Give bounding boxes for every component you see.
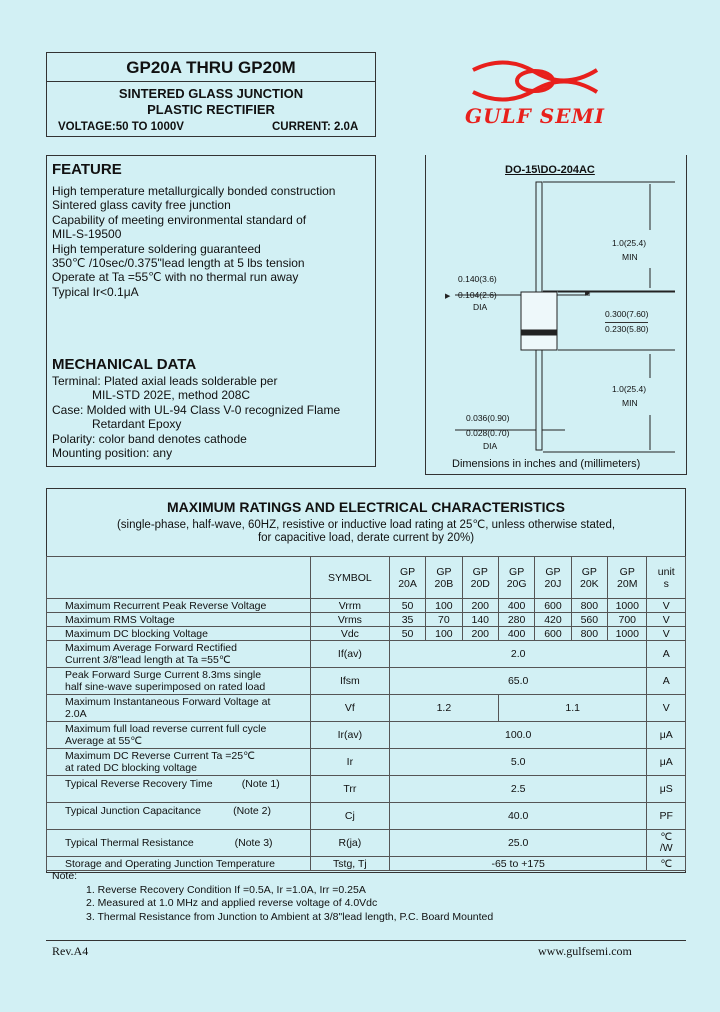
symbol-cell: Ir(av) — [310, 722, 389, 749]
mechanical-line: Retardant Epoxy — [92, 417, 182, 432]
value-cell: 1.2 — [389, 695, 498, 722]
note-line: 3. Thermal Resistance from Junction to Ambient at 3/8"lead length, P.C. Board Mounted — [86, 910, 494, 923]
value-cell: 65.0 — [389, 668, 647, 695]
logo-text: GULF SEMI — [465, 104, 605, 128]
table-row — [47, 627, 686, 641]
value-cell: 5.0 — [389, 749, 647, 776]
website-link[interactable]: www.gulfsemi.com — [538, 944, 632, 958]
mechanical-list — [52, 374, 340, 460]
value-cell: 25.0 — [389, 830, 647, 857]
feature-line: Sintered glass cavity free junction — [52, 198, 231, 213]
footer-divider — [46, 940, 686, 941]
unit-cell: PF — [647, 803, 686, 830]
body-dia-max: 0.140(3.6) — [458, 274, 497, 284]
param-cell: Typical Reverse Recovery Time (Note 1) — [47, 776, 311, 803]
part-header: GP 20D — [462, 557, 498, 599]
value-cell: 100 — [426, 599, 462, 613]
param-cell: Peak Forward Surge Current 8.3ms single half sine-wave superimposed on rated load — [47, 668, 311, 695]
subtitle-line2: PLASTIC RECTIFIER — [147, 102, 275, 117]
part-header: GP 20B — [426, 557, 462, 599]
feature-line: High temperature metallurgically bonded construction — [52, 184, 336, 198]
value-cell: 280 — [498, 613, 534, 627]
symbol-cell: R(ja) — [310, 830, 389, 857]
unit-cell: ℃ — [647, 857, 686, 871]
value-cell: 600 — [535, 627, 571, 641]
ratings-table — [46, 556, 686, 871]
unit-cell: μS — [647, 776, 686, 803]
feature-line: MIL-S-19500 — [52, 227, 122, 242]
mechanical-line: MIL-STD 202E, method 208C — [92, 388, 251, 403]
table-row — [47, 857, 686, 871]
voltage-range: VOLTAGE:50 TO 1000V — [58, 121, 184, 133]
feature-line: High temperature soldering guaranteed — [52, 241, 261, 256]
feature-line: Operate at Ta =55℃ with no thermal run away — [52, 270, 299, 285]
value-cell: 420 — [535, 613, 571, 627]
dimensions-caption: Dimensions in inches and (millimeters) — [452, 458, 641, 470]
symbol-cell: Vdc — [310, 627, 389, 641]
param-cell: Maximum full load reverse current full cycle Average at 55℃ — [47, 722, 311, 749]
unit-cell: μA — [647, 722, 686, 749]
symbol-cell: Trr — [310, 776, 389, 803]
note-line: 2. Measured at 1.0 MHz and applied reverse voltage of 4.0Vdc — [86, 897, 378, 909]
unit-cell: V — [647, 627, 686, 641]
param-cell: Maximum Average Forward Rectified Current 3/8"lead length at Ta =55℃ — [47, 641, 311, 668]
symbol-cell: Tstg, Tj — [310, 857, 389, 871]
table-row — [47, 668, 686, 695]
value-cell: 140 — [462, 613, 498, 627]
part-header: GP 20J — [535, 557, 571, 599]
part-header: GP 20G — [498, 557, 534, 599]
param-cell: Typical Junction Capacitance (Note 2) — [47, 803, 311, 830]
symbol-cell: Ifsm — [310, 668, 389, 695]
table-row — [47, 641, 686, 668]
mechanical-line: Case: Molded with UL-94 Class V-0 recognized Flame — [52, 402, 341, 417]
symbol-cell: Vf — [310, 695, 389, 722]
feature-list — [52, 184, 335, 299]
svg-text:▶: ▶ — [445, 293, 451, 300]
ratings-subtitle1: (single-phase, half-wave, 60HZ, resistive or inductive load rating at 25℃, unless otherwise stated, — [116, 519, 616, 531]
value-cell: 1.1 — [498, 695, 647, 722]
value-cell: 35 — [389, 613, 425, 627]
body-len-max: 0.300(7.60) — [605, 309, 649, 319]
unit-cell: μA — [647, 749, 686, 776]
symbol-cell: Vrrm — [310, 599, 389, 613]
param-cell: Maximum DC Reverse Current Ta =25℃ at rated DC blocking voltage — [47, 749, 311, 776]
lead-length-bottom: 1.0(25.4) — [612, 384, 647, 394]
param-cell: Maximum DC blocking Voltage — [47, 627, 311, 641]
value-cell: 70 — [426, 613, 462, 627]
symbol-header: SYMBOL — [310, 557, 389, 599]
symbol-cell: If(av) — [310, 641, 389, 668]
lead-length-top: 1.0(25.4) — [612, 238, 647, 248]
table-row — [47, 830, 686, 857]
ratings-subtitle2: for capacitive load, derate current by 20%) — [257, 532, 475, 544]
value-cell: 100 — [426, 627, 462, 641]
title-divider — [46, 81, 376, 82]
param-cell: Maximum RMS Voltage — [47, 613, 311, 627]
table-row — [47, 749, 686, 776]
feature-line: Typical Ir<0.1μA — [52, 284, 139, 299]
param-cell: Typical Thermal Resistance (Note 3) — [47, 830, 311, 857]
lead-dia-min: 0.028(0.70) — [466, 428, 510, 438]
table-row — [47, 776, 686, 803]
value-cell: 700 — [608, 613, 647, 627]
value-cell: 600 — [535, 599, 571, 613]
current-rating: CURRENT: 2.0A — [272, 121, 359, 133]
notes — [52, 870, 493, 924]
value-cell: -65 to +175 — [389, 857, 647, 871]
body-dia-min: 0.104(2.6) — [458, 290, 497, 300]
table-header-row — [47, 557, 686, 599]
unit-cell: V — [647, 599, 686, 613]
mechanical-heading: MECHANICAL DATA — [52, 356, 197, 373]
value-cell: 1000 — [608, 627, 647, 641]
svg-text:▶: ▶ — [585, 290, 591, 297]
table-row — [47, 803, 686, 830]
part-range-title: GP20A THRU GP20M — [126, 58, 296, 77]
unit-cell: A — [647, 641, 686, 668]
note-line: 1. Reverse Recovery Condition If =0.5A, Ir =1.0A, Irr =0.25A — [86, 883, 366, 896]
body-dia-label: DIA — [473, 302, 488, 312]
table-row — [47, 613, 686, 627]
value-cell: 400 — [498, 627, 534, 641]
subtitle-line1: SINTERED GLASS JUNCTION — [118, 86, 304, 101]
value-cell: 400 — [498, 599, 534, 613]
feature-heading: FEATURE — [52, 161, 122, 178]
unit-cell: ℃ /W — [647, 830, 686, 857]
value-cell: 50 — [389, 599, 425, 613]
part-header: GP 20K — [571, 557, 607, 599]
value-cell: 2.0 — [389, 641, 647, 668]
lead-length-bottom-min: MIN — [622, 398, 638, 408]
value-cell: 1000 — [608, 599, 647, 613]
lead-dia-label: DIA — [483, 441, 498, 451]
table-row — [47, 695, 686, 722]
param-header — [47, 557, 311, 599]
unit-cell: V — [647, 613, 686, 627]
units-header: unit s — [647, 557, 686, 599]
param-cell: Maximum Instantaneous Forward Voltage at 2.0A — [47, 695, 311, 722]
value-cell: 100.0 — [389, 722, 647, 749]
mechanical-line: Polarity: color band denotes cathode — [52, 431, 247, 446]
symbol-cell: Ir — [310, 749, 389, 776]
param-cell: Storage and Operating Junction Temperature — [47, 857, 311, 871]
value-cell: 40.0 — [389, 803, 647, 830]
value-cell: 50 — [389, 627, 425, 641]
unit-cell: V — [647, 695, 686, 722]
part-header: GP 20M — [608, 557, 647, 599]
value-cell: 560 — [571, 613, 607, 627]
body-len-min: 0.230(5.80) — [605, 324, 649, 334]
value-cell: 2.5 — [389, 776, 647, 803]
value-cell: 800 — [571, 627, 607, 641]
value-cell: 200 — [462, 599, 498, 613]
mechanical-line: Mounting position: any — [52, 446, 173, 461]
value-cell: 200 — [462, 627, 498, 641]
lead-dia-max: 0.036(0.90) — [466, 413, 510, 423]
part-header: GP 20A — [389, 557, 425, 599]
value-cell: 800 — [571, 599, 607, 613]
feature-line: 350℃ /10sec/0.375"lead length at 5 lbs tension — [52, 256, 305, 271]
feature-line: Capability of meeting environmental standard of — [52, 212, 307, 227]
symbol-cell: Cj — [310, 803, 389, 830]
revision-label: Rev.A4 — [52, 944, 89, 958]
table-row — [47, 722, 686, 749]
unit-cell: A — [647, 668, 686, 695]
symbol-cell: Vrms — [310, 613, 389, 627]
mechanical-line: Terminal: Plated axial leads solderable per — [52, 374, 278, 388]
package-name: DO-15\DO-204AC — [505, 164, 595, 176]
gulf-semi-logo — [455, 50, 615, 130]
param-cell: Maximum Recurrent Peak Reverse Voltage — [47, 599, 311, 613]
table-row — [47, 599, 686, 613]
notes-heading: Note: — [52, 870, 78, 882]
lead-length-top-min: MIN — [622, 252, 638, 262]
ratings-title: MAXIMUM RATINGS AND ELECTRICAL CHARACTERISTICS — [167, 499, 565, 515]
